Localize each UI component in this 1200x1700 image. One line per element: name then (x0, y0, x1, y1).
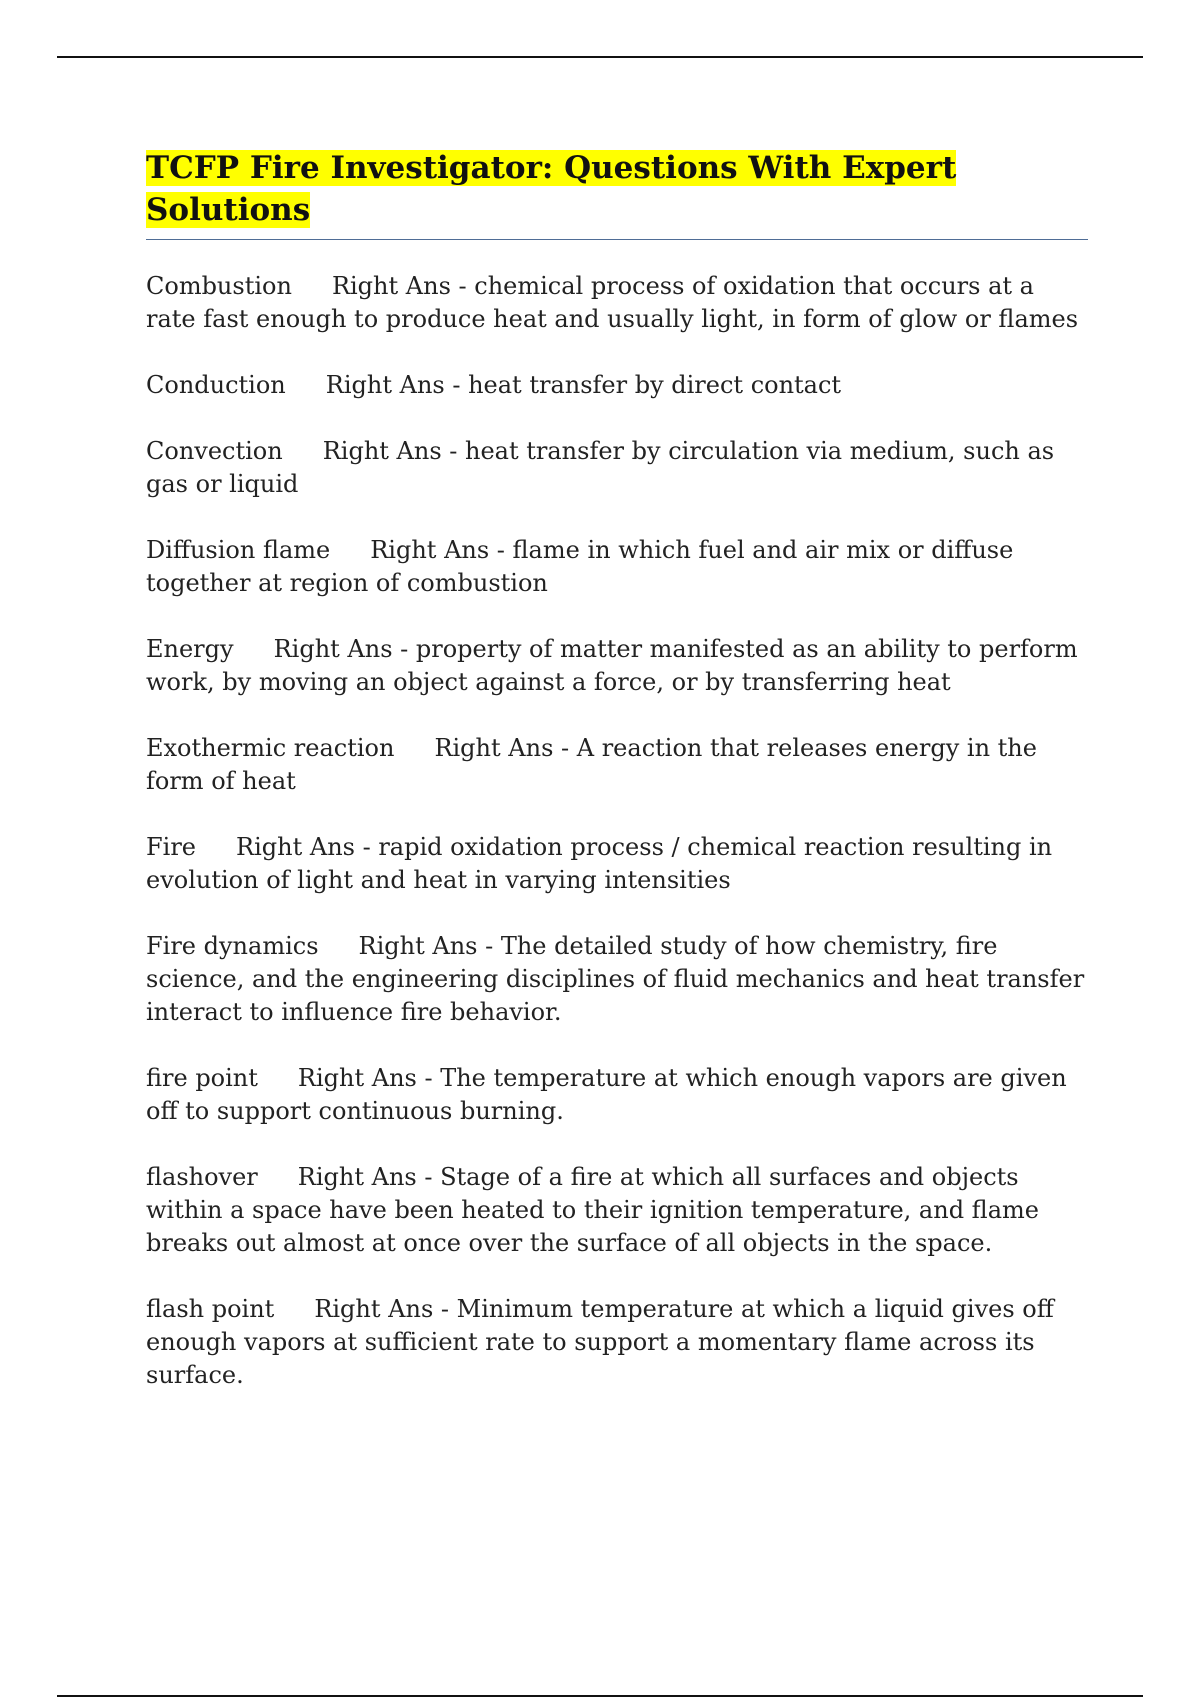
qa-term: flashover (146, 1163, 258, 1191)
qa-item (146, 369, 1088, 402)
qa-answer: Right Ans - A reaction that releases energy in the form of heat (146, 734, 1037, 795)
qa-item (146, 270, 1088, 336)
qa-item (146, 633, 1088, 699)
qa-answer: Right Ans - rapid oxidation process / chemical reaction resulting in evolution of light and heat in varying intensities (146, 833, 1053, 894)
qa-term: Convection (146, 437, 283, 465)
qa-answer: Right Ans - The temperature at which enough vapors are given off to support continuous burning. (146, 1064, 1067, 1125)
qa-answer: Right Ans - heat transfer by direct contact (325, 371, 842, 399)
title-block (146, 147, 1088, 240)
qa-term: Exothermic reaction (146, 734, 395, 762)
qa-item (146, 534, 1088, 600)
qa-item (146, 831, 1088, 897)
page-top-rule (57, 56, 1143, 58)
qa-term: Fire dynamics (146, 932, 319, 960)
qa-term: Energy (146, 635, 234, 663)
qa-item (146, 930, 1088, 1029)
qa-item (146, 1161, 1088, 1260)
qa-item (146, 732, 1088, 798)
qa-answer: Right Ans - heat transfer by circulation via medium, such as gas or liquid (146, 437, 1055, 498)
qa-item (146, 1062, 1088, 1128)
qa-answer: Right Ans - property of matter manifested as an ability to perform work, by moving an object against a force, or by transferring heat (146, 635, 1078, 696)
qa-term: Fire (146, 833, 197, 861)
qa-answer: Right Ans - Minimum temperature at which a liquid gives off enough vapors at sufficient rate to support a momentary flame across its surface. (146, 1295, 1054, 1389)
qa-item (146, 435, 1088, 501)
qa-item (146, 1293, 1088, 1392)
qa-term: flash point (146, 1295, 275, 1323)
page-bottom-rule (57, 1695, 1143, 1697)
qa-answer: Right Ans - chemical process of oxidation that occurs at a rate fast enough to produce heat and usually light, in form of glow or flames (146, 272, 1079, 333)
qa-term: fire point (146, 1064, 258, 1092)
qa-list (146, 270, 1088, 1392)
document-title-text: TCFP Fire Investigator: Questions With Expert Solutions (146, 150, 957, 228)
qa-term: Conduction (146, 371, 286, 399)
document-page (146, 147, 1088, 1425)
qa-term: Combustion (146, 272, 292, 300)
qa-answer: Right Ans - The detailed study of how chemistry, fire science, and the engineering disciplines of fluid mechanics and heat transfer interact to influence fire behavior. (146, 932, 1085, 1026)
qa-answer: Right Ans - Stage of a fire at which all surfaces and objects within a space have been heated to their ignition temperature, and flame breaks out almost at once over the surface of all objects in the space. (146, 1163, 1039, 1257)
qa-term: Diffusion flame (146, 536, 331, 564)
document-title (146, 147, 1088, 231)
qa-answer: Right Ans - flame in which fuel and air mix or diffuse together at region of combustion (146, 536, 1014, 597)
